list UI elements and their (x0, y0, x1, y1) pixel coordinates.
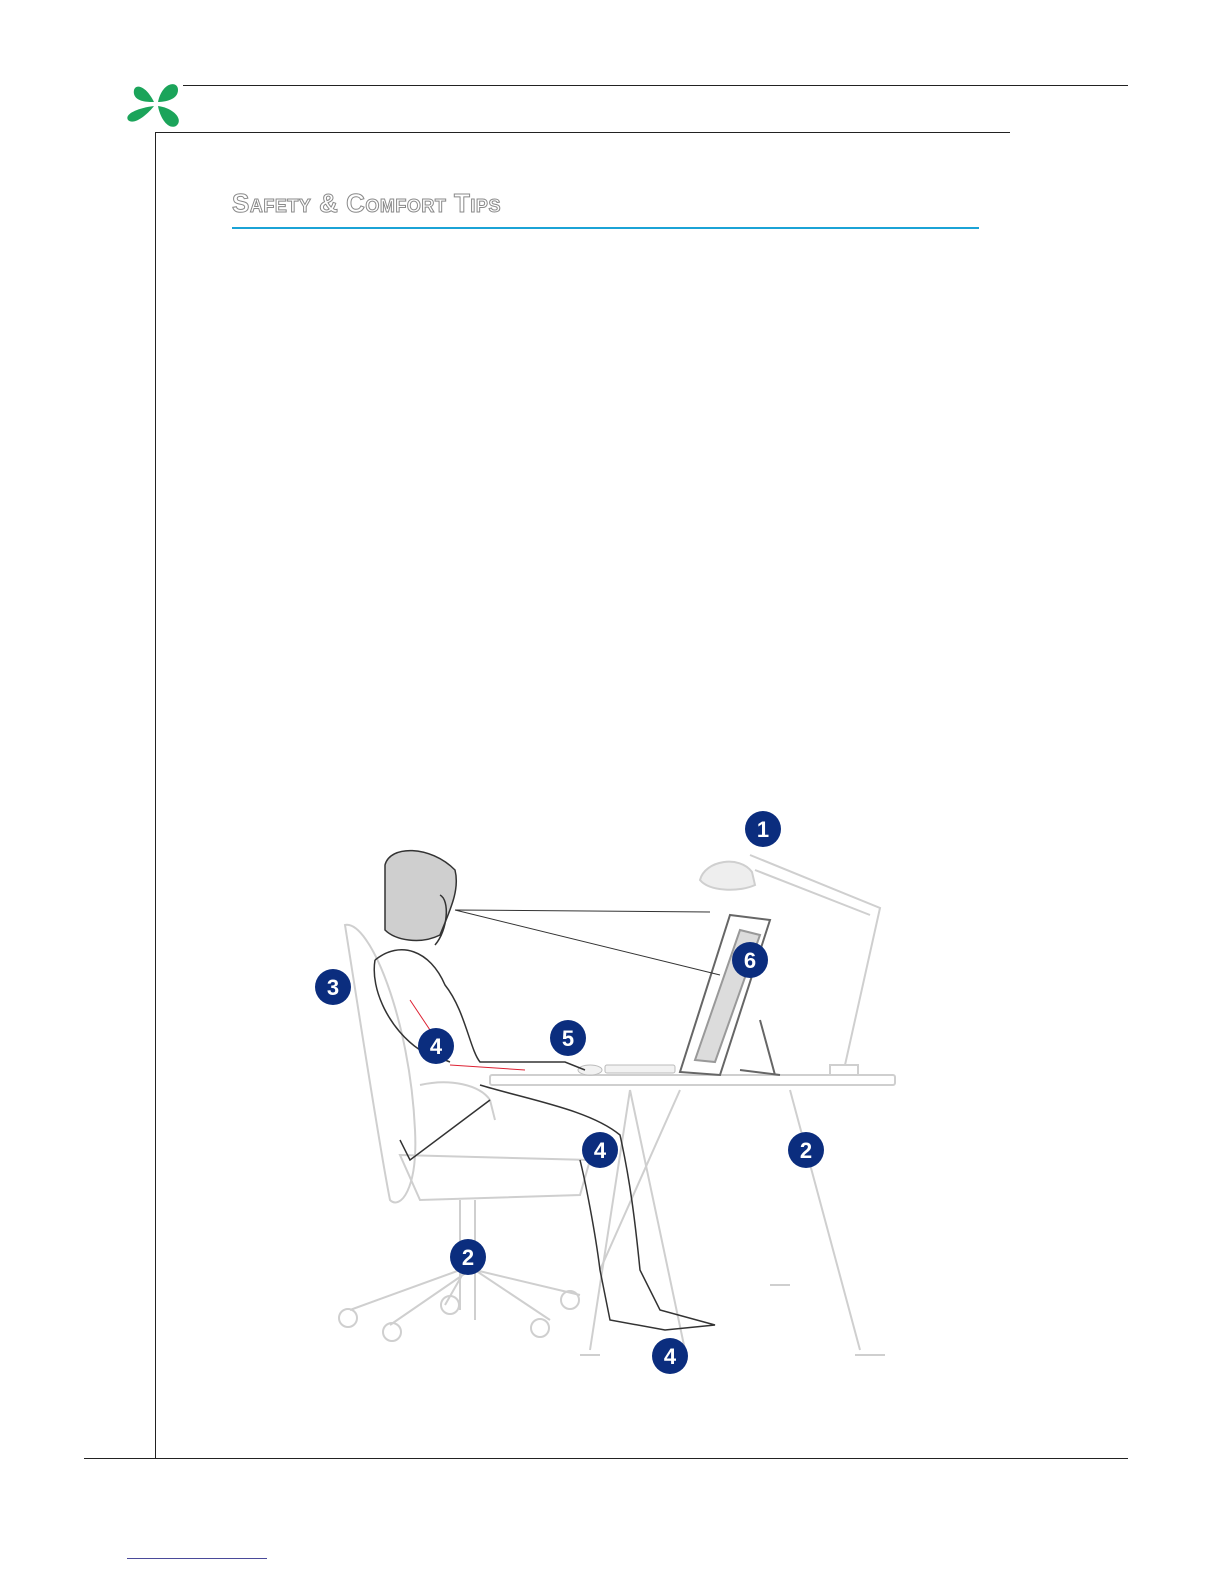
section-title-underline (232, 227, 979, 229)
svg-text:4: 4 (593, 1138, 607, 1163)
svg-text:5: 5 (561, 1026, 575, 1051)
side-margin-rule (155, 132, 156, 1459)
ergonomic-workstation-illustration (300, 800, 920, 1390)
header-top-rule (183, 85, 1128, 86)
svg-text:1: 1 (756, 817, 770, 842)
svg-text:4: 4 (663, 1344, 677, 1369)
svg-text:4: 4 (429, 1034, 443, 1059)
footer-rule (84, 1458, 1128, 1459)
section-title: Safety & Comfort Tips (232, 188, 501, 218)
svg-text:2: 2 (799, 1138, 813, 1163)
footer-link-rule (127, 1558, 267, 1559)
clover-logo-icon (124, 78, 188, 130)
header-rule (155, 132, 1010, 133)
svg-text:2: 2 (461, 1245, 475, 1270)
svg-text:6: 6 (743, 948, 757, 973)
svg-text:3: 3 (326, 975, 340, 1000)
